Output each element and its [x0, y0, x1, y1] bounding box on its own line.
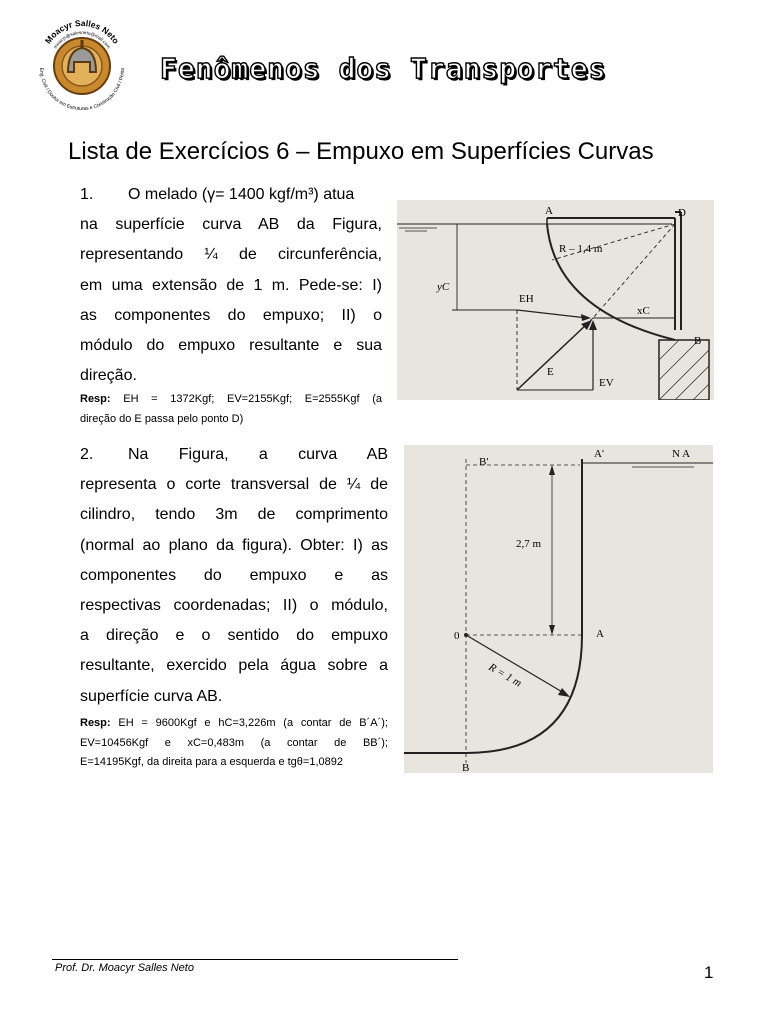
- fig2-label-b-prime: B': [479, 456, 489, 468]
- exercise-2-line: Na Figura, a curva AB: [128, 446, 388, 463]
- fig1-label-b: B: [694, 335, 702, 347]
- exercise-2-line: resultante, exercido pela água sobre a: [80, 657, 388, 675]
- brand-title: Fenômenos dos Transportes: [160, 52, 607, 85]
- page-number: 1: [704, 963, 714, 982]
- exercise-2-line: componentes do empuxo e as: [80, 566, 388, 584]
- fig1-label-xc: xC: [637, 305, 650, 317]
- fig1-label-d: D: [678, 207, 686, 219]
- fig2-label-radius: R = 1 m: [486, 661, 524, 690]
- fig1-label-a: A: [545, 205, 553, 217]
- footer-divider: [52, 959, 458, 960]
- author-logo: [30, 12, 134, 116]
- exercise-2-line: superfície curva AB.: [80, 687, 223, 705]
- fig2-label-a-prime: A': [594, 448, 604, 460]
- answer-line: E=14195Kgf, da direita para a esquerda e tgθ=1,0892: [80, 756, 343, 768]
- fig1-label-e: E: [547, 366, 554, 378]
- exercise-2-line: a direção e o sentido do empuxo: [80, 627, 388, 645]
- exercise-1-line: as componentes do empuxo; II) o: [80, 306, 382, 324]
- fig2-label-na: N A: [672, 448, 691, 460]
- figure-2: [404, 445, 713, 773]
- exercise-2-number: 2.: [80, 446, 94, 463]
- fig1-label-eh: EH: [519, 293, 534, 305]
- exercise-1-line: direção.: [80, 367, 137, 385]
- fig1-label-radius: R – 1,4 m: [559, 243, 603, 255]
- exercise-2-line: (normal ao plano da figura). Obter: I) as: [80, 536, 388, 554]
- logo-email: moacyr@salesneto@mail.com: [52, 29, 112, 50]
- answer-line: EV=10456Kgf e xC=0,483m (a contar de BB´);: [80, 736, 388, 749]
- logo-name: Moacyr Salles Neto: [42, 17, 122, 46]
- exercise-1-line: representando ¼ de circunferência,: [80, 246, 382, 264]
- exercise-2-answer: [80, 714, 388, 773]
- exercise-2-text: [80, 440, 388, 712]
- footer-author: Prof. Dr. Moacyr Salles Neto: [55, 962, 194, 974]
- exercise-1-text: [80, 180, 382, 391]
- fig2-label-o: 0: [454, 630, 460, 642]
- logo-subtitle: Eng. Civil / Doutor em Estruturas e Construção Civil / Perito: [37, 67, 127, 113]
- exercise-1-line: na superfície curva AB da Figura,: [80, 216, 382, 234]
- fig2-label-a: A: [596, 628, 604, 640]
- exercise-1-line: O melado (γ= 1400 kgf/m³) atua: [128, 186, 355, 203]
- fig1-label-ev: EV: [599, 377, 614, 389]
- exercise-1-line: módulo do empuxo resultante e sua: [80, 337, 382, 355]
- answer-line: direção do E passa pelo ponto D): [80, 412, 244, 425]
- answer-line: EH = 9600Kgf e hC=3,226m (a contar de B´A´);: [118, 717, 388, 729]
- exercise-1-line: em uma extensão de 1 m. Pede-se: I): [80, 276, 382, 294]
- exercise-1-number: 1.: [80, 186, 94, 203]
- exercise-2-line: cilindro, tendo 3m de comprimento: [80, 506, 388, 524]
- fig1-label-yc: yC: [437, 281, 450, 293]
- answer-line: EH = 1372Kgf; EV=2155Kgf; E=2555Kgf (a: [123, 393, 382, 405]
- answer-label: Resp:: [80, 717, 111, 729]
- fig2-label-depth: 2,7 m: [516, 538, 542, 550]
- exercise-1-answer: [80, 390, 382, 429]
- figure-1: [397, 200, 714, 400]
- fig2-label-b: B: [462, 762, 470, 773]
- answer-label: Resp:: [80, 393, 111, 405]
- exercise-2-line: representa o corte transversal de ¼ de: [80, 476, 388, 494]
- exercise-2-line: respectivas coordenadas; II) o módulo,: [80, 597, 388, 615]
- page-title: Lista de Exercícios 6 – Empuxo em Superfícies Curvas: [68, 138, 654, 165]
